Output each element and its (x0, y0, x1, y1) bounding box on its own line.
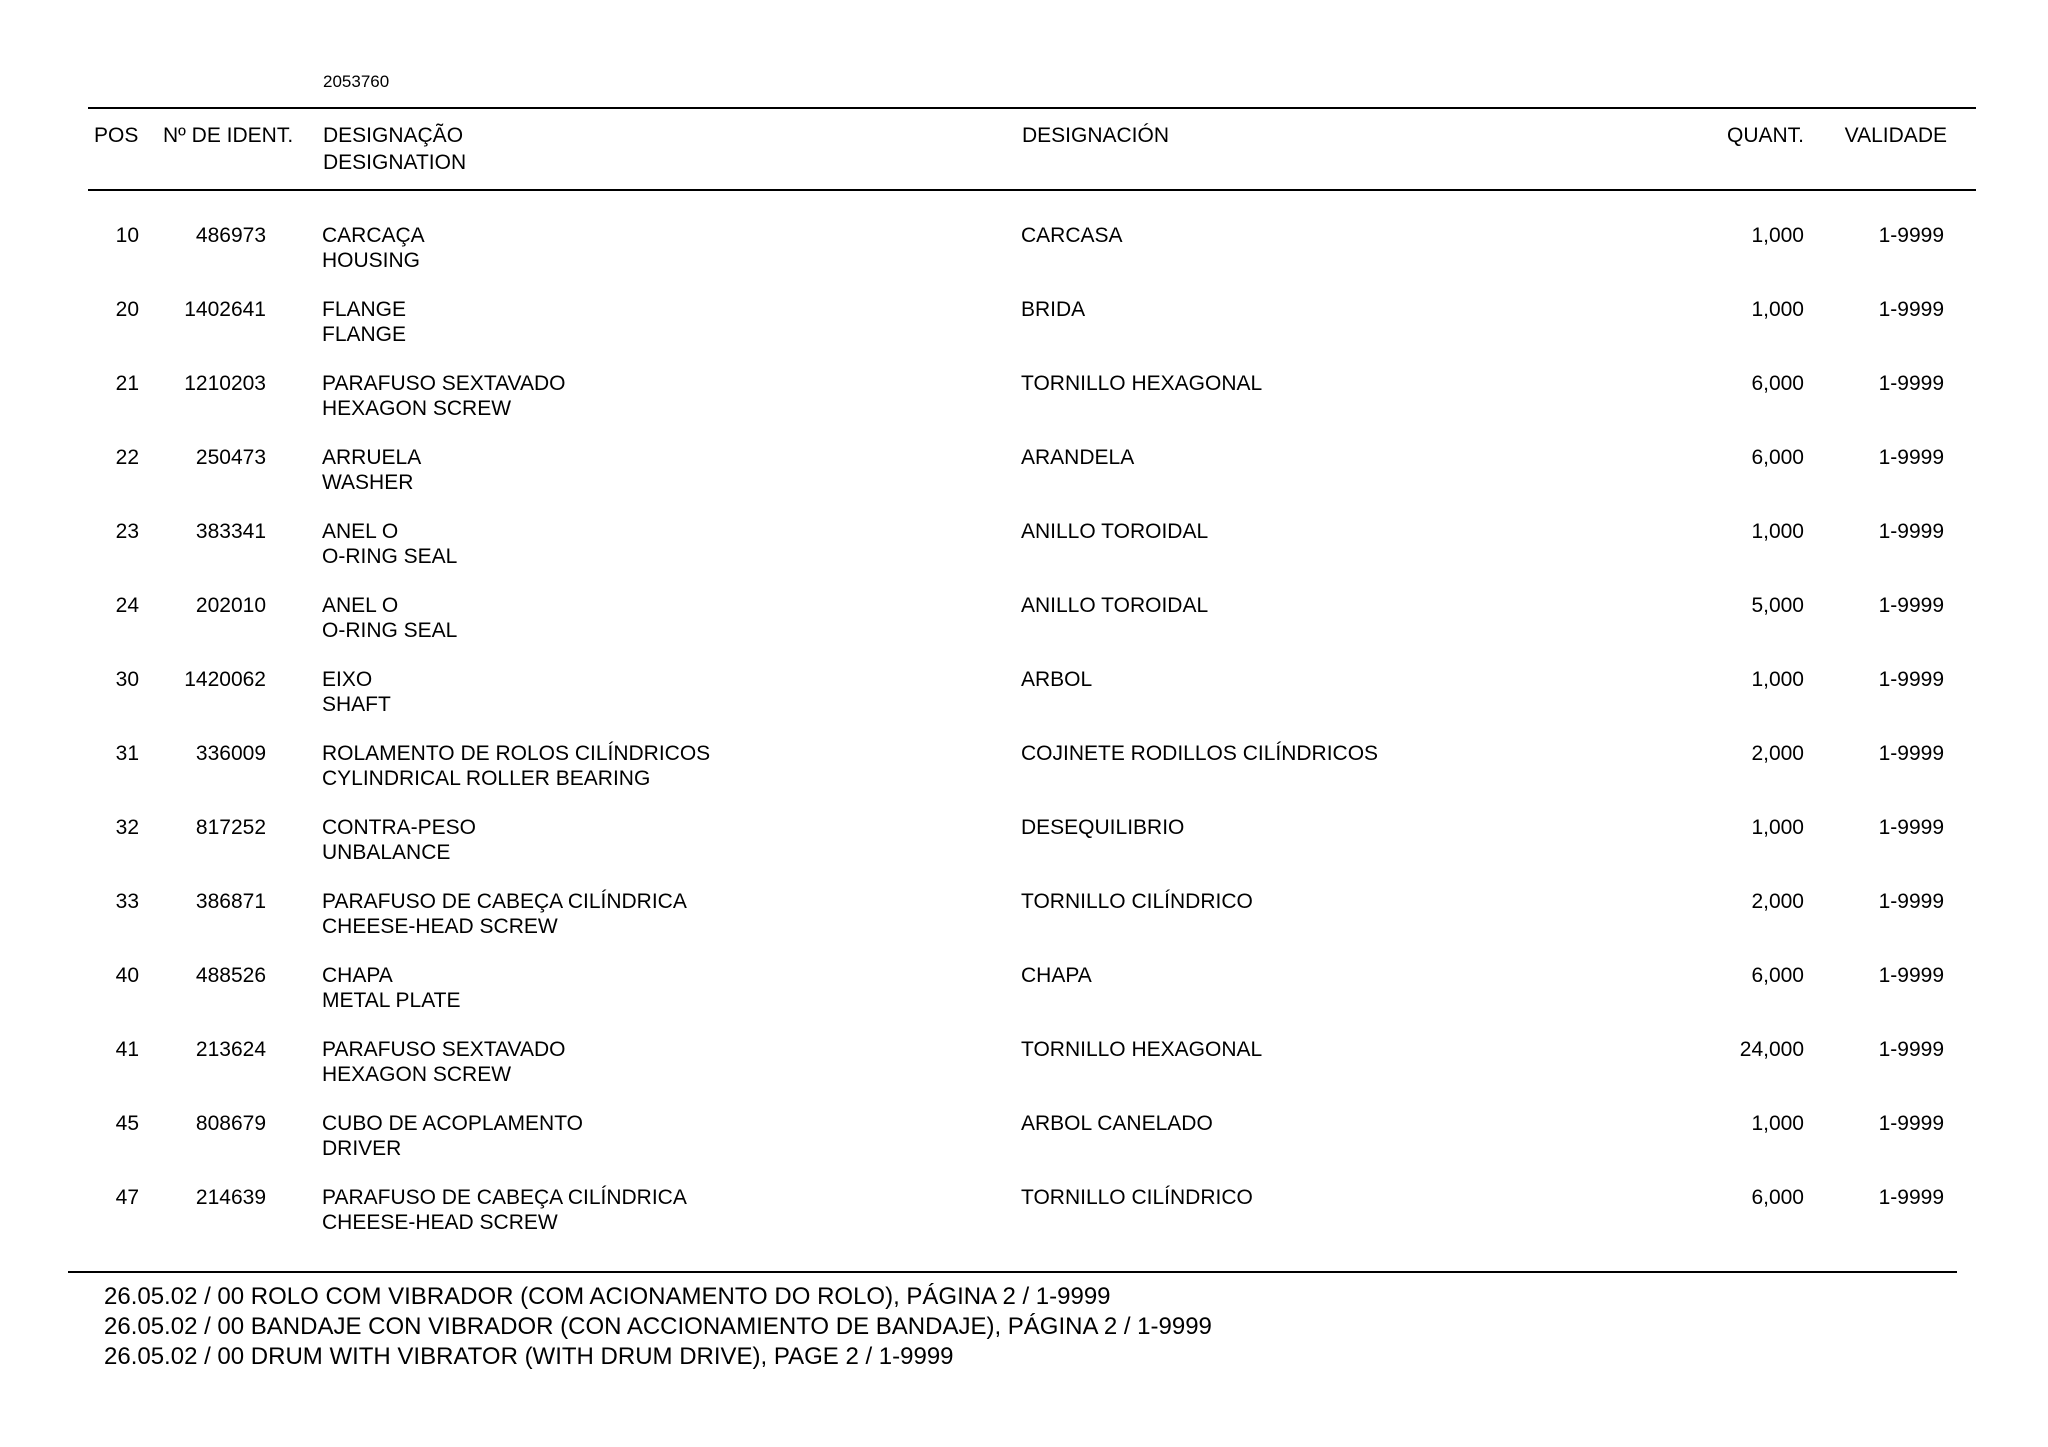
cell-pos: 21 (115, 372, 139, 395)
cell-quantity: 2,000 (1751, 742, 1804, 765)
cell-validity: 1-9999 (1878, 1038, 1944, 1061)
cell-validity: 1-9999 (1878, 890, 1944, 913)
cell-pos: 23 (115, 520, 139, 543)
cell-designation-pt: CUBO DE ACOPLAMENTO (322, 1112, 584, 1135)
table-row (0, 371, 2048, 445)
column-header-validity: VALIDADE (1844, 124, 1947, 147)
cell-ident: 1402641 (184, 298, 266, 321)
cell-designation-pt: PARAFUSO SEXTAVADO (322, 372, 566, 395)
column-header-ident: Nº DE IDENT. (163, 124, 294, 147)
parts-table-body (0, 223, 2048, 1259)
document-number: 2053760 (323, 72, 390, 91)
cell-validity: 1-9999 (1878, 1112, 1944, 1135)
cell-designation-en: SHAFT (322, 693, 391, 716)
table-row (0, 889, 2048, 963)
cell-pos: 41 (115, 1038, 139, 1061)
cell-pos: 31 (115, 742, 139, 765)
cell-quantity: 1,000 (1751, 298, 1804, 321)
cell-designation-pt: PARAFUSO SEXTAVADO (322, 1038, 566, 1061)
cell-designation-en: UNBALANCE (322, 841, 451, 864)
table-row (0, 1185, 2048, 1259)
cell-designation-en: CYLINDRICAL ROLLER BEARING (322, 767, 651, 790)
cell-designation-es: ANILLO TOROIDAL (1021, 594, 1209, 617)
table-row (0, 1037, 2048, 1111)
cell-validity: 1-9999 (1878, 372, 1944, 395)
cell-designation-pt: PARAFUSO DE CABEÇA CILÍNDRICA (322, 1186, 687, 1209)
cell-ident: 486973 (195, 224, 266, 247)
cell-quantity: 6,000 (1751, 1186, 1804, 1209)
cell-quantity: 6,000 (1751, 964, 1804, 987)
cell-ident: 488526 (195, 964, 266, 987)
cell-designation-es: ARBOL CANELADO (1021, 1112, 1213, 1135)
cell-designation-en: METAL PLATE (322, 989, 461, 1012)
cell-designation-en: DRIVER (322, 1137, 402, 1160)
cell-ident: 383341 (195, 520, 266, 543)
cell-designation-es: ANILLO TOROIDAL (1021, 520, 1209, 543)
cell-designation-es: TORNILLO HEXAGONAL (1021, 372, 1263, 395)
cell-designation-en: HOUSING (322, 249, 421, 272)
cell-ident: 817252 (195, 816, 266, 839)
cell-designation-pt: ARRUELA (322, 446, 422, 469)
cell-quantity: 1,000 (1751, 816, 1804, 839)
cell-pos: 32 (115, 816, 139, 839)
cell-quantity: 5,000 (1751, 594, 1804, 617)
column-header-quantity: QUANT. (1726, 124, 1804, 147)
table-row (0, 741, 2048, 815)
table-row (0, 963, 2048, 1037)
cell-designation-es: TORNILLO CILÍNDRICO (1021, 890, 1253, 913)
cell-designation-es: DESEQUILIBRIO (1021, 816, 1185, 839)
column-header-designation (323, 122, 466, 176)
cell-designation-en: O-RING SEAL (322, 619, 458, 642)
cell-designation-pt: CONTRA-PESO (322, 816, 477, 839)
cell-designation-es: TORNILLO CILÍNDRICO (1021, 1186, 1253, 1209)
cell-designation-es: BRIDA (1021, 298, 1086, 321)
cell-pos: 40 (115, 964, 139, 987)
cell-quantity: 24,000 (1739, 1038, 1804, 1061)
cell-validity: 1-9999 (1878, 594, 1944, 617)
page-footer (104, 1282, 1212, 1372)
column-header-designation-pt: DESIGNAÇÃO (323, 124, 464, 147)
cell-designation-es: ARBOL (1021, 668, 1093, 691)
column-header-designation-es: DESIGNACIÓN (1022, 124, 1170, 147)
cell-pos: 33 (115, 890, 139, 913)
cell-validity: 1-9999 (1878, 742, 1944, 765)
cell-validity: 1-9999 (1878, 224, 1944, 247)
cell-validity: 1-9999 (1878, 668, 1944, 691)
table-row (0, 445, 2048, 519)
cell-validity: 1-9999 (1878, 816, 1944, 839)
header-top-rule (88, 107, 1976, 109)
cell-pos: 24 (115, 594, 139, 617)
cell-designation-pt: EIXO (322, 668, 373, 691)
header-bottom-rule (88, 189, 1976, 191)
cell-designation-pt: FLANGE (322, 298, 407, 321)
cell-designation-pt: CHAPA (322, 964, 393, 987)
cell-quantity: 1,000 (1751, 668, 1804, 691)
table-row (0, 593, 2048, 667)
table-row (0, 519, 2048, 593)
cell-designation-pt: ANEL O (322, 594, 399, 617)
table-row (0, 667, 2048, 741)
cell-designation-es: COJINETE RODILLOS CILÍNDRICOS (1021, 742, 1379, 765)
cell-validity: 1-9999 (1878, 1186, 1944, 1209)
column-header-designation-en: DESIGNATION (323, 151, 467, 174)
cell-validity: 1-9999 (1878, 446, 1944, 469)
cell-ident: 214639 (195, 1186, 266, 1209)
cell-pos: 30 (115, 668, 139, 691)
cell-designation-en: FLANGE (322, 323, 407, 346)
cell-designation-pt: CARCAÇA (322, 224, 425, 247)
cell-ident: 808679 (195, 1112, 266, 1135)
cell-ident: 336009 (195, 742, 266, 765)
cell-designation-en: HEXAGON SCREW (322, 1063, 512, 1086)
cell-designation-en: CHEESE-HEAD SCREW (322, 1211, 558, 1234)
cell-designation-en: O-RING SEAL (322, 545, 458, 568)
cell-pos: 47 (115, 1186, 139, 1209)
cell-quantity: 1,000 (1751, 520, 1804, 543)
cell-designation-es: CARCASA (1021, 224, 1123, 247)
cell-validity: 1-9999 (1878, 964, 1944, 987)
cell-pos: 45 (115, 1112, 139, 1135)
cell-ident: 386871 (195, 890, 266, 913)
cell-designation-es: ARANDELA (1021, 446, 1135, 469)
cell-ident: 1420062 (184, 668, 266, 691)
footer-rule (68, 1271, 1957, 1273)
cell-validity: 1-9999 (1878, 520, 1944, 543)
footer-line-pt: 26.05.02 / 00 ROLO COM VIBRADOR (COM ACIONAMENTO DO ROLO), PÁGINA 2 / 1-9999 (104, 1283, 1111, 1310)
cell-designation-pt: ROLAMENTO DE ROLOS CILÍNDRICOS (322, 742, 711, 765)
cell-quantity: 1,000 (1751, 224, 1804, 247)
cell-ident: 1210203 (184, 372, 266, 395)
cell-designation-pt: PARAFUSO DE CABEÇA CILÍNDRICA (322, 890, 687, 913)
cell-quantity: 6,000 (1751, 446, 1804, 469)
cell-ident: 202010 (195, 594, 266, 617)
table-row (0, 815, 2048, 889)
cell-designation-en: WASHER (322, 471, 414, 494)
cell-designation-pt: ANEL O (322, 520, 399, 543)
cell-designation-en: CHEESE-HEAD SCREW (322, 915, 558, 938)
footer-line-es: 26.05.02 / 00 BANDAJE CON VIBRADOR (CON ACCIONAMIENTO DE BANDAJE), PÁGINA 2 / 1-9999 (104, 1313, 1212, 1340)
cell-pos: 20 (115, 298, 139, 321)
footer-line-en: 26.05.02 / 00 DRUM WITH VIBRATOR (WITH DRUM DRIVE), PAGE 2 / 1-9999 (104, 1343, 954, 1370)
column-header-pos: POS (94, 124, 139, 147)
table-row (0, 223, 2048, 297)
cell-pos: 10 (115, 224, 139, 247)
cell-quantity: 6,000 (1751, 372, 1804, 395)
cell-designation-es: CHAPA (1021, 964, 1092, 987)
cell-pos: 22 (115, 446, 139, 469)
table-row (0, 297, 2048, 371)
cell-quantity: 2,000 (1751, 890, 1804, 913)
cell-designation-en: HEXAGON SCREW (322, 397, 512, 420)
table-row (0, 1111, 2048, 1185)
cell-quantity: 1,000 (1751, 1112, 1804, 1135)
cell-ident: 213624 (195, 1038, 266, 1061)
cell-validity: 1-9999 (1878, 298, 1944, 321)
cell-ident: 250473 (195, 446, 266, 469)
cell-designation-es: TORNILLO HEXAGONAL (1021, 1038, 1263, 1061)
